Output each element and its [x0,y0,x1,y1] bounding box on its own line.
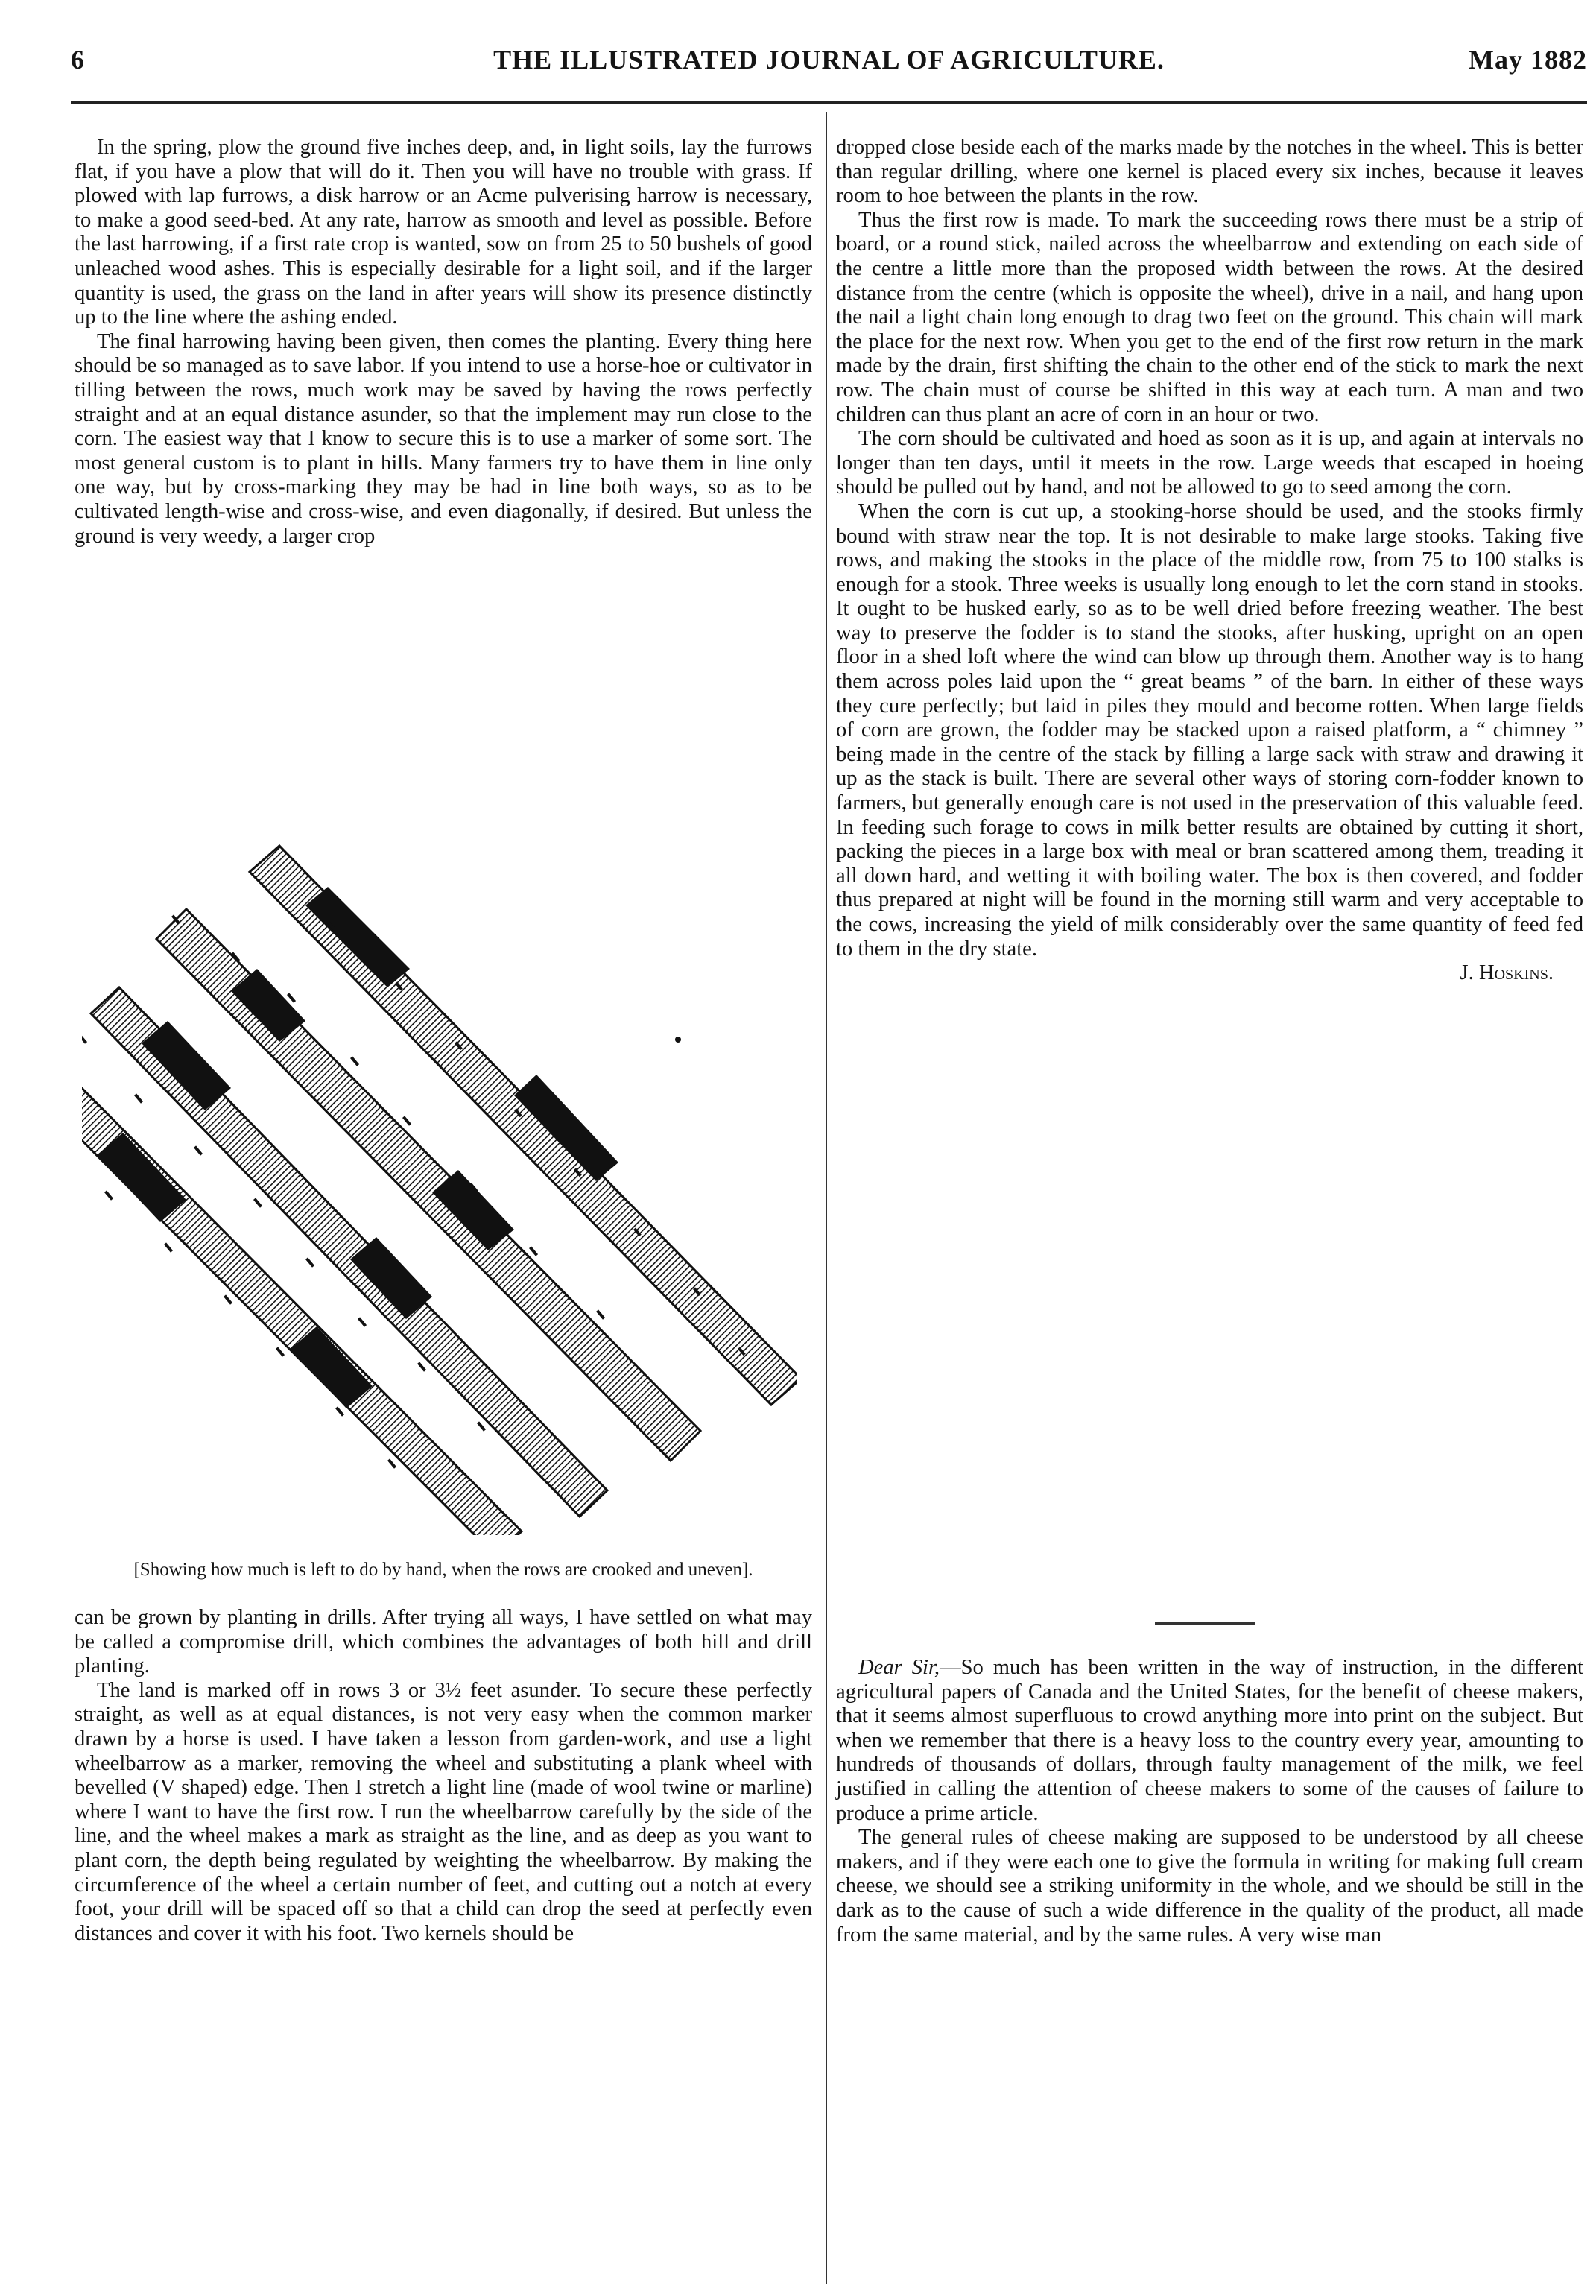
left-column-bottom [75,1606,812,1946]
left-column-top [75,136,812,548]
paragraph: The general rules of cheese making are supposed to be understood by all cheese makers, and if they were each one to give the formula in writing for making full cream cheese, we should see a striking uniformity in the whole, and we should be still in the dark as to the cause of such a wide difference in the quality of the product, all made from the same material, and by the same rules. A very wise man [836,1826,1583,1946]
section-rule [1155,1622,1255,1625]
issue-date: May 1882 [1469,45,1587,75]
paragraph: The land is marked off in rows 3 or 3½ feet asunder. To secure these perfectly straight, as well as at equal distances, is not very easy when the common marker drawn by a horse is used. I have taken a lesson from garden-work, and use a light wheelbarrow as a marker, removing the wheel and substituting a plank wheel with bevelled (V shaped) edge. Then I stretch a light line (made of wool twine or marline) where I want to have the first row. I run the wheelbarrow carefully by the side of the line, and the wheel makes a mark as straight as the line, and as deep as you want to plant corn, the depth being regulated by weighting the wheelbarrow. By making the circumference of the wheel a certain number of feet, and cutting out a notch at every foot, your drill will be spaced off so that a child can drop the seed at perfectly even distances and cover it with his foot. Two kernels should be [75,1678,812,1945]
paragraph: When the corn is cut up, a stooking-horse should be used, and the stooks firmly bound with straw near the top. It is not desirable to make large stooks. Taking five rows, and making the stooks in the place of the middle row, from 75 to 100 stalks is enough for a stook. Three weeks is usually long enough to let the corn stand in stooks. It ought to be husked early, so as to be well dried before freezing weather. The best way to preserve the fodder is to stand the stooks, after husking, upright on an open floor in a shed loft where the wind can blow up through them. Another way is to hang them across poles laid upon the “ great beams ” of the barn. In either of these ways they cure perfectly; but laid in piles they mould and become rotten. When large fields of corn are grown, the fodder may be stacked upon a raised platform, a “ chimney ” being made in the centre of the stack by filling a large sack with straw and drawing it up as the stack is built. There are several other ways of storing corn-fodder known to farmers, but generally enough care is not used in the preservation of this valuable feed. In feeding such forage to cows in milk better results are obtained by cutting it short, packing the pieces in a large box with meal or bran scattered among them, treading it all down hard, and wetting it with boiling water. The box is then covered, and fodder thus prepared at night will be found in the morning still warm and very acceptable to the cows, increasing the yield of milk considerably over the same quantity of feed fed to them in the dry state. [836,499,1583,961]
paragraph [836,1656,1583,1826]
furrow-row [156,909,700,1461]
figure-caption: [Showing how much is left to do by hand, when the rows are crooked and uneven]. [133,1560,753,1580]
page-number: 6 [71,45,85,75]
crooked-rows-illustration [82,842,797,1535]
paragraph: The final harrowing having been given, then comes the planting. Every thing here should be so managed as to save labor. If you intend to use a horse-hoe or cultivator in tilling between the rows, much work may be saved by having the rows perfectly straight and at an equal distance asunder, so that the implement may run close to the corn. The easiest way that I know to secure this is to use a marker of some sort. The most general custom is to plant in hills. Many farmers try to have them in line only one way, but by cross-marking they may be had in line both ways, so as to be cultivated length-wise and cross-wise, and even diagonally, if desired. But unless the ground is very weedy, a larger crop [75,329,812,548]
paragraph: can be grown by planting in drills. After trying all ways, I have settled on what may be called a compromise drill, which combines the advantages of both hill and drill planting. [75,1606,812,1678]
header-rule [71,101,1587,104]
paragraph: The corn should be cultivated and hoed as soon as it is up, and again at intervals no longer than ten days, until it meets in the row. Large weeds that escaped in hoeing should be pulled out by hand, and not be allowed to go to seed among the corn. [836,427,1583,499]
furrow-row [82,1069,522,1535]
right-column-bottom [836,1656,1583,1947]
page-header [71,37,1587,82]
right-column-top [836,136,1583,987]
author-signature: J. Hoskins. [1460,961,1554,985]
furrow-row [91,987,607,1517]
paragraph: Thus the first row is made. To mark the succeeding rows there must be a strip of board, or a round stick, nailed across the wheelbarrow and extending on each side of the centre a little more than the proposed width between the rows. At the desired distance from the centre (which is opposite the wheel), drive in a nail, and hang upon the nail a light chain long enough to drag two feet on the ground. This chain will mark the place for the next row. When you get to the end of the first row return in the mark made by the drain, first shifting the chain to the other end of the stick to mark the next row. The chain must of course be shifted in this way at each turn. A man and two children can thus plant an acre of corn in an hour or two. [836,208,1583,426]
paragraph: In the spring, plow the ground five inches deep, and, in light soils, lay the furrows flat, if you have a plow that will do it. Then you will have no trouble with grass. If plowed with lap furrows, a disk harrow or an Acme pulverising harrow is necessary, to make a good seed-bed. At any rate, harrow as smooth and level as possible. Before the last harrowing, if a first rate crop is wanted, sow on from 25 to 50 bushels of good unleached wood ashes. This is especially desirable for a light soil, and if the larger quantity is used, the grass on the land in after years will show its presence distinctly up to the line where the ashing ended. [75,136,812,329]
letter-opening: —So much has been written in the way of instruction, in the different agricultural papers of Canada and the United States, for the benefit of cheese makers, that it seems almost superfluous to crowd anything more into print on the subject. But when we remember that there is a heavy loss to the country every year, amounting to hundreds of thousands of dollars, through faulty management of the milk, we feel justified in calling the attention of cheese makers to some of the causes of failure to produce a prime article. [836,1656,1583,1825]
journal-title: THE ILLUSTRATED JOURNAL OF AGRICULTURE. [493,45,1165,75]
furrow-row [250,846,797,1405]
column-divider [826,112,827,2284]
salutation: Dear Sir, [858,1656,940,1679]
paragraph: dropped close beside each of the marks made by the notches in the wheel. This is better than regular drilling, where one kernel is placed every six inches, because it leaves room to hoe between the plants in the row. [836,136,1583,208]
